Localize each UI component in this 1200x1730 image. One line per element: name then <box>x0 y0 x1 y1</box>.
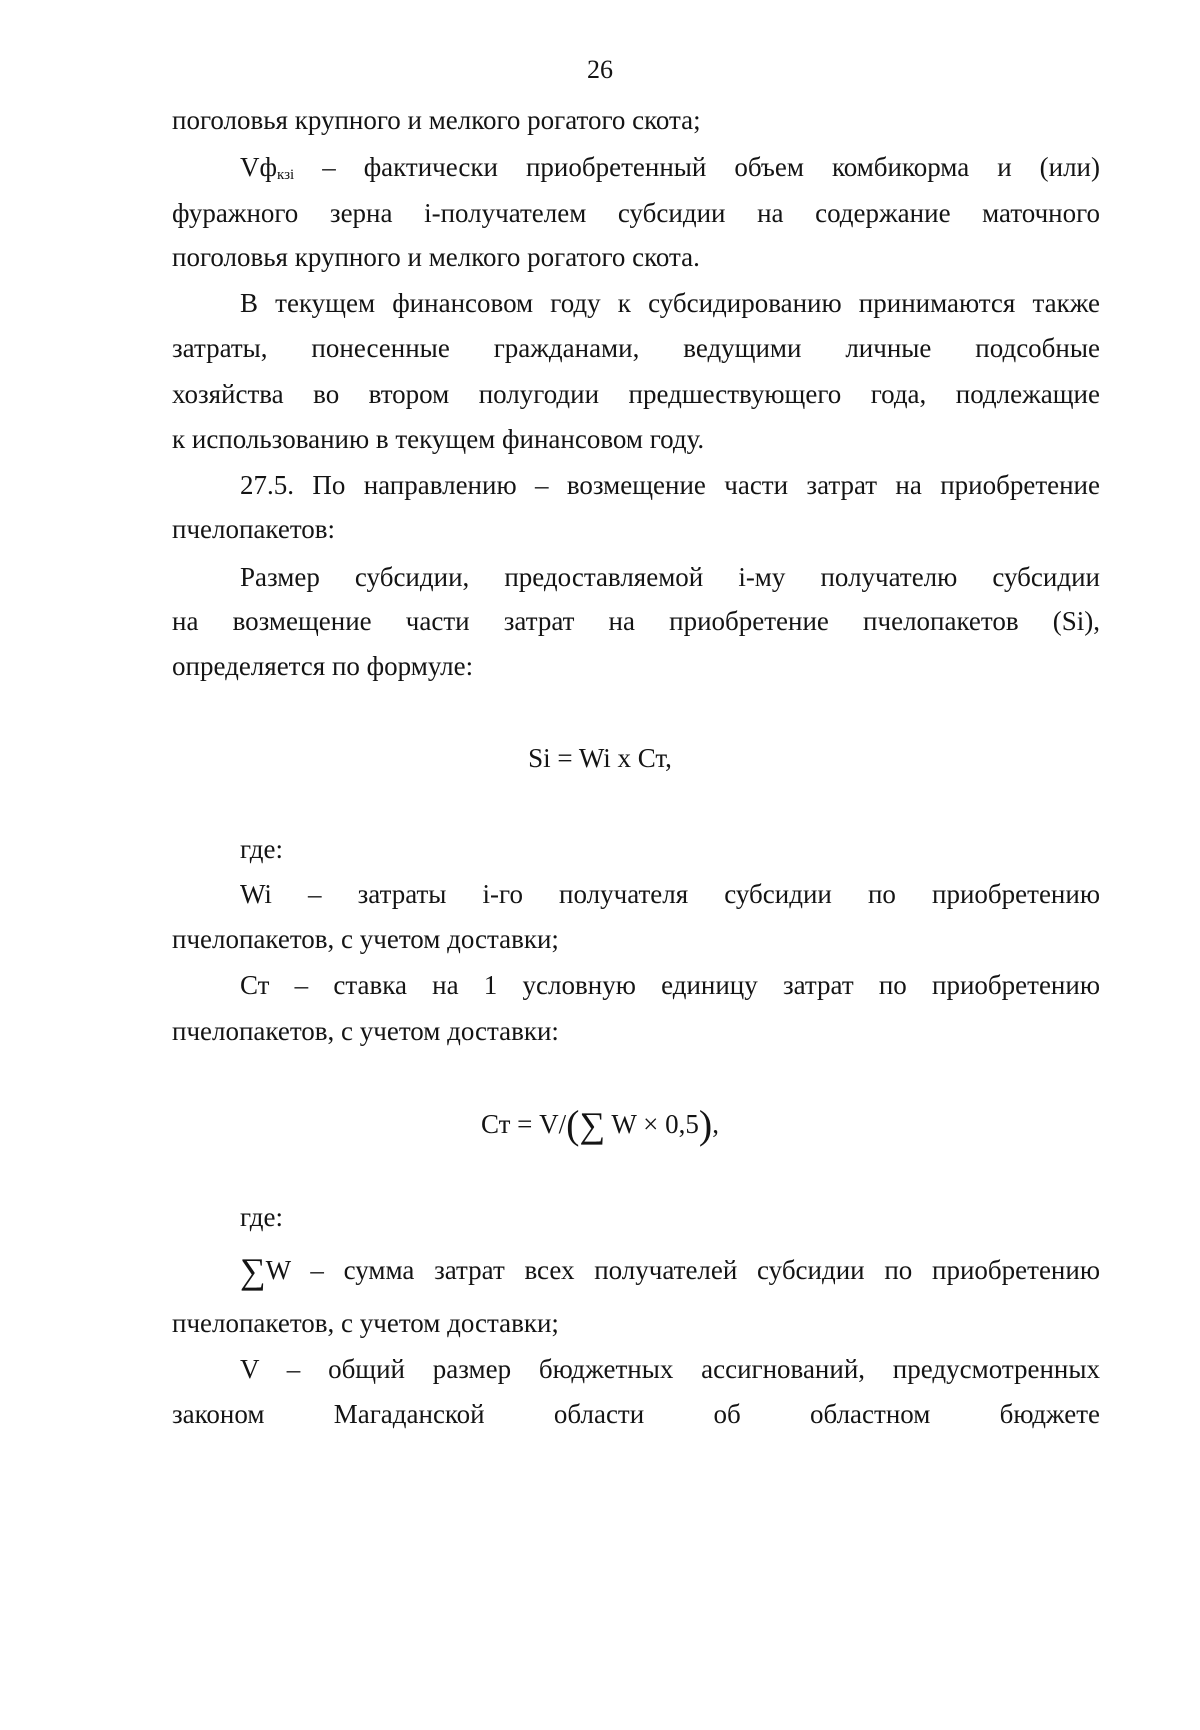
text-line-2 <box>240 150 1100 192</box>
text-line-22: V – общий размер бюджетных ассигнований, предусмотренных <box>240 1354 1100 1384</box>
text-line-23: законом Магаданской области об областном бюджете <box>172 1399 1100 1429</box>
sigma-symbol: ∑ <box>579 1105 606 1145</box>
text-line-18: пчелопакетов, с учетом доставки: <box>172 1016 559 1046</box>
text-line-6: затраты, понесенные гражданами, ведущими личные подсобные <box>172 333 1100 363</box>
formula-close-paren: ) <box>698 1102 713 1147</box>
variable-vf: Vф <box>240 152 277 182</box>
text-line-4: поголовья крупного и мелкого рогатого скота. <box>172 242 700 272</box>
formula-rate-body: W × 0,5 <box>605 1109 699 1139</box>
text-line-14: где: <box>240 834 283 864</box>
text-line-5: В текущем финансовом году к субсидированию принимаются также <box>240 288 1100 318</box>
text-line-11: Размер субсидии, предоставляемой i-му получателю субсидии <box>240 562 1100 592</box>
variable-subscript: кзi <box>277 167 295 183</box>
sigma-symbol: ∑ <box>240 1251 266 1291</box>
text-line-20 <box>240 1251 1100 1291</box>
text-line-19: где: <box>240 1202 283 1232</box>
definition-text: W – сумма затрат всех получателей субсидии по приобретению <box>265 1255 1100 1285</box>
text-line-16: пчелопакетов, с учетом доставки; <box>172 924 559 954</box>
text-line-13: определяется по формуле: <box>172 651 474 681</box>
text-line-7: хозяйства во втором полугодии предшествующего года, подлежащие <box>172 379 1100 409</box>
formula-open-paren: ( <box>566 1102 580 1147</box>
definition-text: – фактически приобретенный объем комбикорма и (или) <box>294 152 1100 182</box>
text-line-1: поголовья крупного и мелкого рогатого скота; <box>172 105 701 135</box>
formula-subsidy: Si = Wi x Ст, <box>528 743 672 773</box>
formula-rate-end: , <box>712 1109 719 1139</box>
text-line-3: фуражного зерна i-получателем субсидии на содержание маточного <box>172 198 1100 228</box>
text-line-8: к использованию в текущем финансовом году. <box>172 424 705 454</box>
text-line-12: на возмещение части затрат на приобретение пчелопакетов (Si), <box>172 606 1100 636</box>
text-line-21: пчелопакетов, с учетом доставки; <box>172 1308 559 1338</box>
page-number: 26 <box>587 55 613 84</box>
formula-rate-left: Ст = V/ <box>480 1109 567 1139</box>
text-line-15: Wi – затраты i-го получателя субсидии по приобретению <box>240 879 1100 909</box>
formula-rate <box>0 1104 1200 1145</box>
text-line-9: 27.5. По направлению – возмещение части затрат на приобретение <box>240 470 1100 500</box>
text-line-10: пчелопакетов: <box>172 514 336 544</box>
text-line-17: Ст – ставка на 1 условную единицу затрат по приобретению <box>240 970 1100 1000</box>
